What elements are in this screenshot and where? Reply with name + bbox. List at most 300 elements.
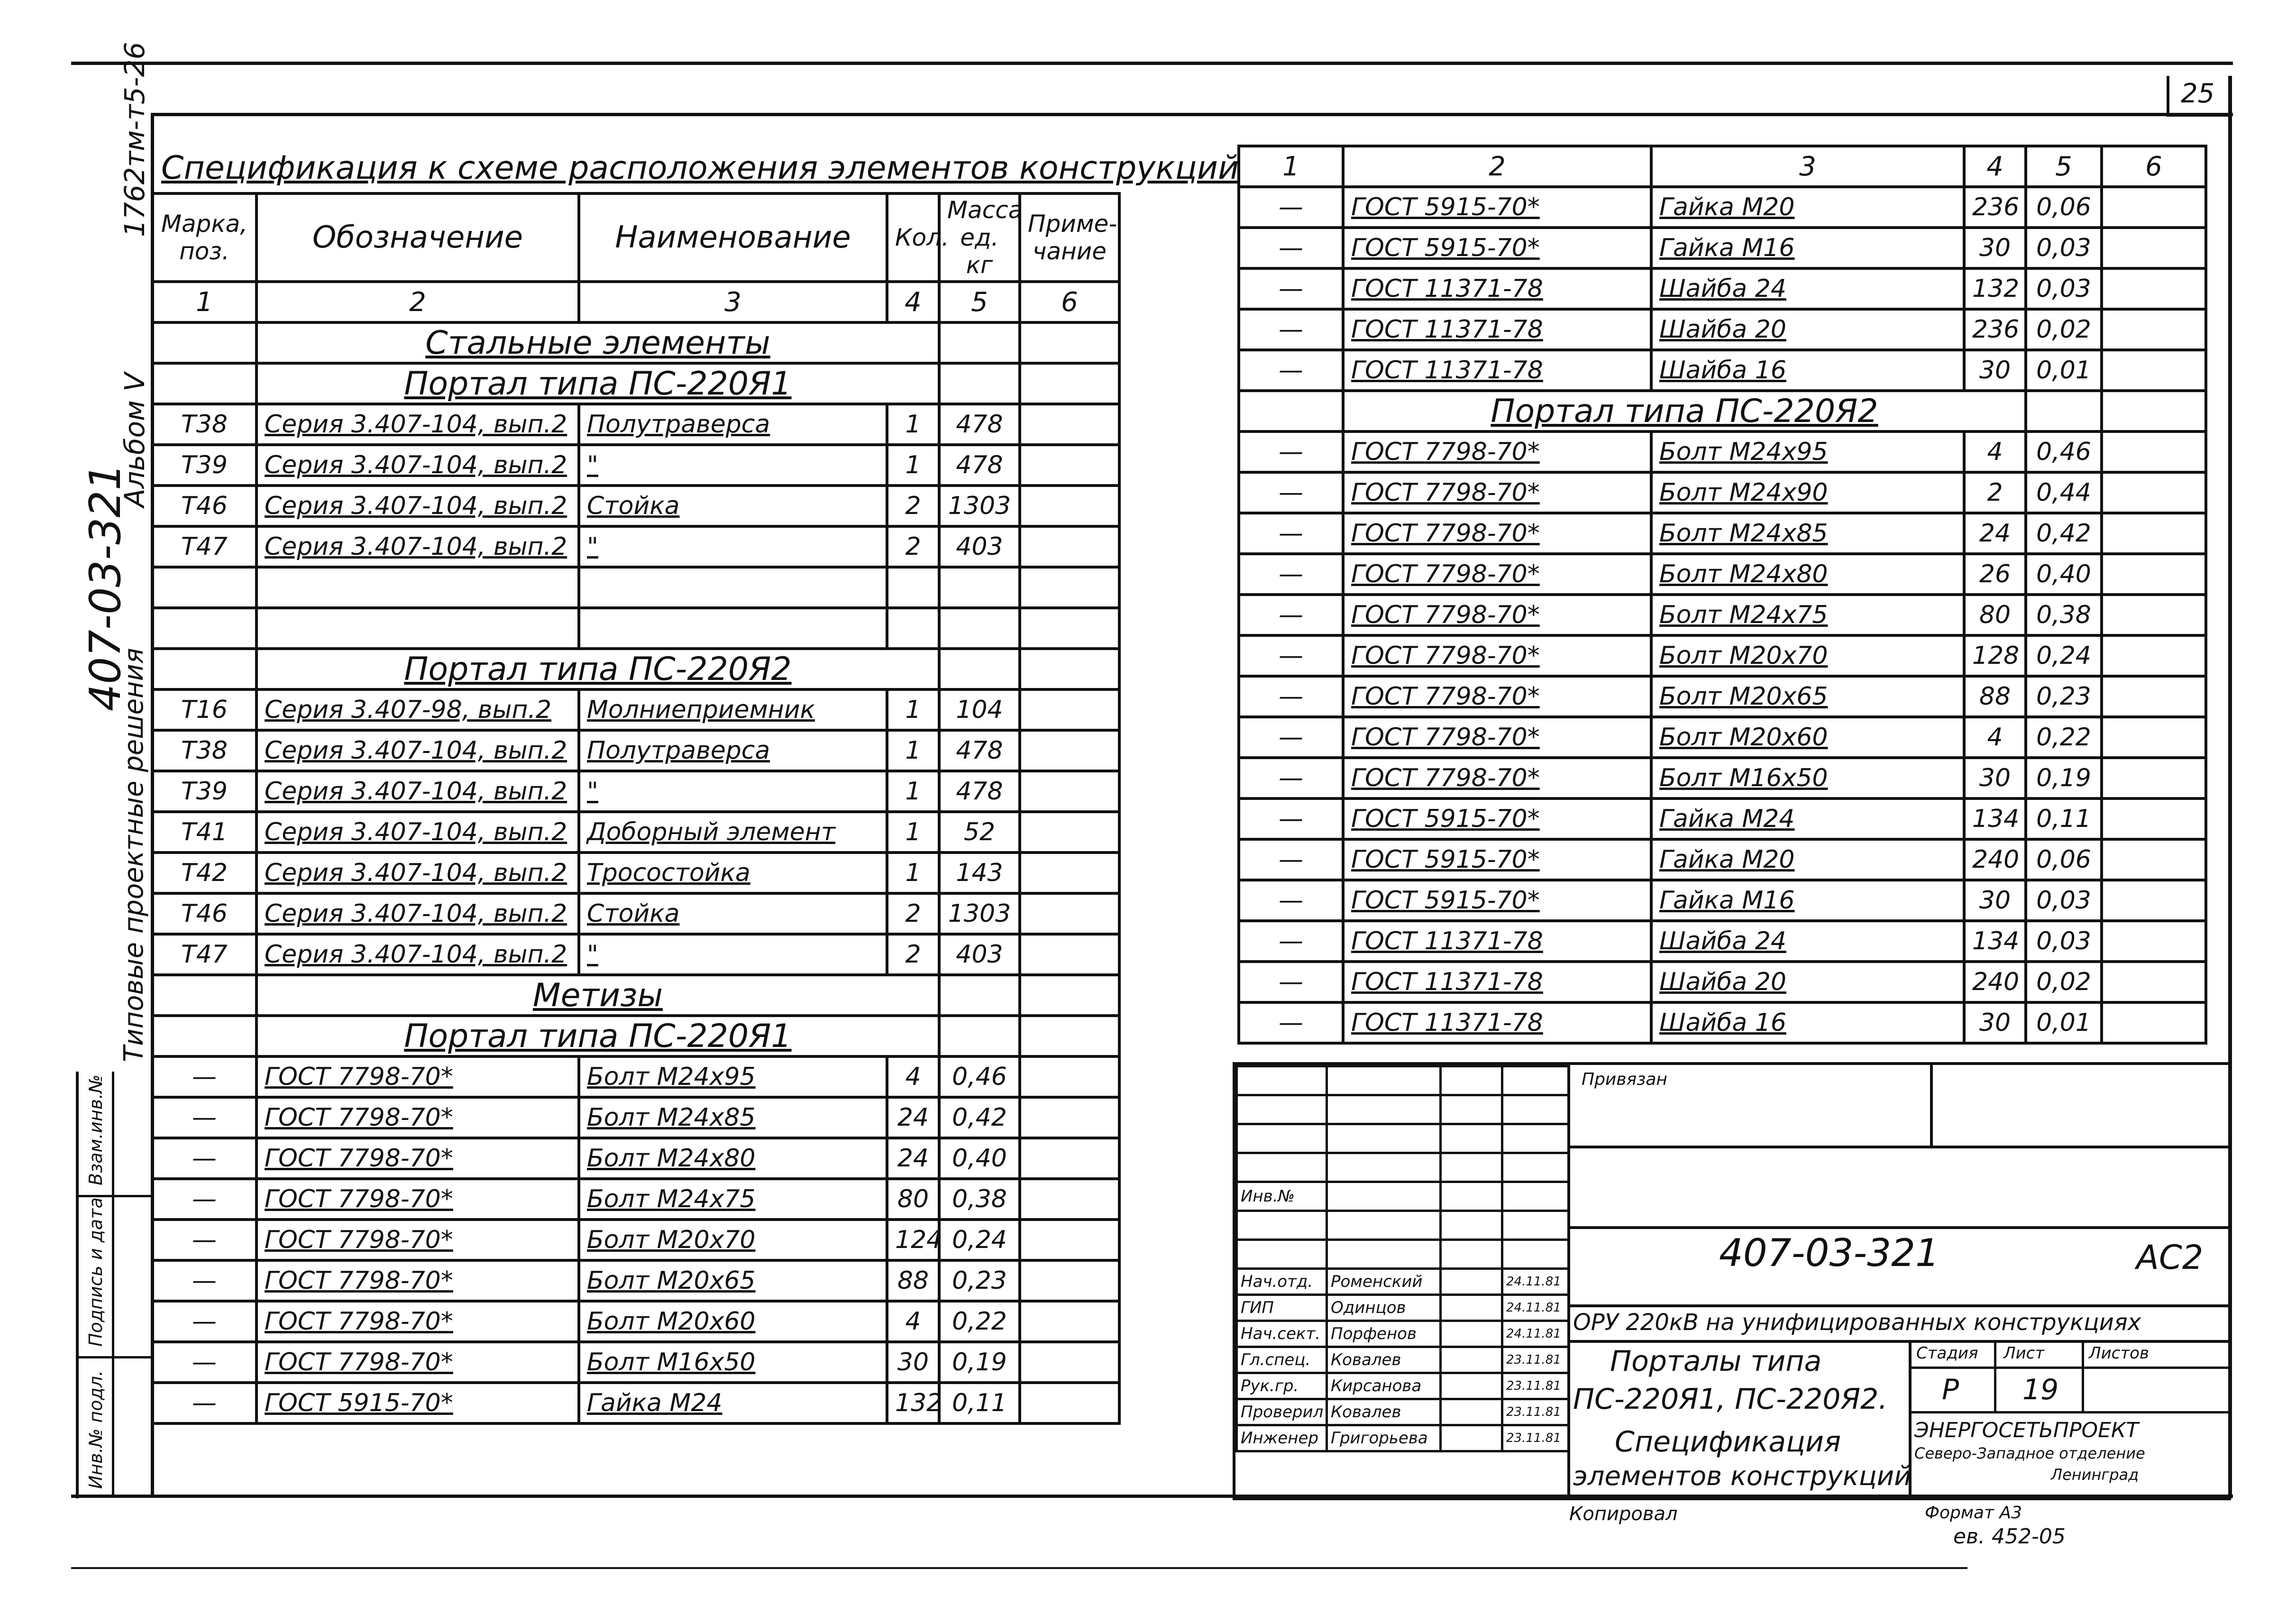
mark-cell: — bbox=[1239, 880, 1343, 921]
qty-cell: 4 bbox=[887, 1301, 939, 1342]
sheet-title-line-2: ПС-220Я1, ПС-220Я2. bbox=[1573, 1383, 1888, 1416]
table-row bbox=[1239, 472, 2206, 513]
mark-cell: — bbox=[152, 1220, 256, 1260]
designation-cell: ГОСТ 5915-70* bbox=[1343, 228, 1651, 268]
mark-cell: Т41 bbox=[152, 812, 256, 853]
qty-cell bbox=[887, 608, 939, 649]
table-row bbox=[152, 730, 1119, 771]
mark-cell: — bbox=[152, 1342, 256, 1383]
column-number: 3 bbox=[1651, 146, 1964, 187]
mark-cell: — bbox=[1239, 962, 1343, 1002]
section-row bbox=[1239, 391, 2206, 431]
staff-date: 23.11.81 bbox=[1502, 1425, 1569, 1451]
page-title: Спецификация к схеме расположения элементов конструкций bbox=[161, 149, 1239, 187]
section-blank-cell bbox=[152, 322, 256, 363]
section-blank-cell bbox=[1239, 391, 1343, 431]
table-row bbox=[1239, 921, 2206, 962]
section-row bbox=[152, 649, 1119, 689]
mass-cell: 0,01 bbox=[2026, 350, 2102, 391]
designation-cell: ГОСТ 7798-70* bbox=[1343, 595, 1651, 635]
name-cell: Болт М20х65 bbox=[579, 1260, 887, 1301]
title-block-divider bbox=[1567, 1065, 1570, 1497]
name-cell: Болт М20х70 bbox=[1651, 635, 1964, 676]
table-row bbox=[1239, 717, 2206, 758]
column-number: 1 bbox=[152, 282, 256, 322]
mass-cell: 0,24 bbox=[2026, 635, 2102, 676]
stamp-divider bbox=[112, 1072, 114, 1495]
mass-cell: 1303 bbox=[939, 486, 1020, 526]
name-cell: Болт М24х85 bbox=[1651, 513, 1964, 554]
qty-cell: 132 bbox=[887, 1383, 939, 1423]
title-block bbox=[1233, 1062, 2231, 1500]
name-cell: Шайба 16 bbox=[1651, 350, 1964, 391]
mark-cell: — bbox=[1239, 717, 1343, 758]
section-blank-cell bbox=[1020, 1016, 1119, 1056]
top-left-code: 1762тм-т5-26 bbox=[119, 42, 151, 237]
table-row bbox=[1239, 228, 2206, 268]
table-row bbox=[1239, 839, 2206, 880]
note-cell bbox=[2102, 758, 2206, 798]
designation-cell: ГОСТ 7798-70* bbox=[256, 1056, 579, 1097]
note-cell bbox=[2102, 513, 2206, 554]
qty-cell: 30 bbox=[1964, 350, 2026, 391]
table-row bbox=[152, 486, 1119, 526]
note-cell bbox=[2102, 962, 2206, 1002]
designation-cell: ГОСТ 5915-70* bbox=[1343, 798, 1651, 839]
revision-row bbox=[1237, 1095, 1569, 1124]
table-row bbox=[152, 1138, 1119, 1179]
qty-cell: 134 bbox=[1964, 798, 2026, 839]
note-cell bbox=[1020, 1179, 1119, 1220]
name-cell: Болт М20х60 bbox=[1651, 717, 1964, 758]
mass-cell: 0,40 bbox=[2026, 554, 2102, 595]
designation-cell: ГОСТ 5915-70* bbox=[256, 1383, 579, 1423]
mass-cell: 0,24 bbox=[939, 1220, 1020, 1260]
mass-cell: 403 bbox=[939, 526, 1020, 567]
note-cell bbox=[1020, 1056, 1119, 1097]
qty-cell: 30 bbox=[1964, 880, 2026, 921]
mark-cell: — bbox=[1239, 350, 1343, 391]
name-cell: Гайка М20 bbox=[1651, 187, 1964, 228]
staff-row bbox=[1237, 1373, 1569, 1399]
privyazan-label: Привязан bbox=[1582, 1070, 1667, 1089]
mark-cell: Т47 bbox=[152, 934, 256, 975]
qty-cell bbox=[887, 567, 939, 608]
mass-cell: 0,03 bbox=[2026, 880, 2102, 921]
table-row bbox=[152, 1056, 1119, 1097]
mass-cell: 0,19 bbox=[2026, 758, 2102, 798]
designation-cell: ГОСТ 7798-70* bbox=[256, 1179, 579, 1220]
table-row bbox=[152, 1220, 1119, 1260]
section-blank-cell bbox=[939, 649, 1020, 689]
stamp-label-inv: Инв.№ подл. bbox=[85, 1370, 106, 1489]
mass-cell: 0,06 bbox=[2026, 187, 2102, 228]
mark-cell: — bbox=[1239, 921, 1343, 962]
designation-cell: Серия 3.407-104, вып.2 bbox=[256, 404, 579, 445]
name-cell: Гайка М20 bbox=[1651, 839, 1964, 880]
title-block-divider bbox=[1912, 1411, 2231, 1413]
qty-cell: 134 bbox=[1964, 921, 2026, 962]
table-row bbox=[1239, 962, 2206, 1002]
column-number: 4 bbox=[1964, 146, 2026, 187]
stamp-label-replace: Взам.инв.№ bbox=[85, 1074, 106, 1185]
title-block-divider bbox=[1930, 1065, 1933, 1146]
header-cell: Приме- чание bbox=[1020, 193, 1119, 282]
mass-cell: 0,03 bbox=[2026, 268, 2102, 309]
note-cell bbox=[1020, 608, 1119, 649]
sheet-value: 19 bbox=[2022, 1373, 2059, 1406]
name-cell: Шайба 24 bbox=[1651, 268, 1964, 309]
staff-signature bbox=[1441, 1321, 1502, 1347]
sheet-title-line-4: элементов конструкций bbox=[1573, 1461, 1912, 1492]
copied-by-label: Копировал bbox=[1569, 1503, 1678, 1525]
designation-cell: ГОСТ 7798-70* bbox=[256, 1220, 579, 1260]
designation-cell: Серия 3.407-104, вып.2 bbox=[256, 853, 579, 893]
qty-cell: 30 bbox=[1964, 1002, 2026, 1043]
name-cell: Болт М24х75 bbox=[1651, 595, 1964, 635]
staff-date: 23.11.81 bbox=[1502, 1399, 1569, 1425]
top-border-line bbox=[71, 62, 2233, 65]
section-blank-cell bbox=[1020, 649, 1119, 689]
note-cell bbox=[1020, 1220, 1119, 1260]
designation-cell: ГОСТ 7798-70* bbox=[1343, 431, 1651, 472]
mark-cell: — bbox=[1239, 472, 1343, 513]
mark-cell: Т46 bbox=[152, 893, 256, 934]
name-cell: Гайка М24 bbox=[579, 1383, 887, 1423]
note-cell bbox=[1020, 730, 1119, 771]
staff-role: Нач.сект. bbox=[1237, 1321, 1327, 1347]
left-spec-table bbox=[151, 192, 1121, 1425]
staff-signature bbox=[1441, 1295, 1502, 1321]
staff-date: 24.11.81 bbox=[1502, 1295, 1569, 1321]
designation-cell: Серия 3.407-104, вып.2 bbox=[256, 526, 579, 567]
column-number: 1 bbox=[1239, 146, 1343, 187]
format-label: Формат А3 bbox=[1925, 1503, 2022, 1523]
designation-cell: ГОСТ 7798-70* bbox=[1343, 554, 1651, 595]
note-cell bbox=[2102, 676, 2206, 717]
mark-cell: Т38 bbox=[152, 404, 256, 445]
note-cell bbox=[2102, 798, 2206, 839]
mark-cell: — bbox=[1239, 635, 1343, 676]
name-cell: Полутраверса bbox=[579, 404, 887, 445]
designation-cell: Серия 3.407-104, вып.2 bbox=[256, 934, 579, 975]
staff-name: Ковалев bbox=[1327, 1399, 1441, 1425]
revision-row bbox=[1237, 1124, 1569, 1153]
staff-signature bbox=[1441, 1347, 1502, 1373]
name-cell: Шайба 16 bbox=[1651, 1002, 1964, 1043]
name-cell: Полутраверса bbox=[579, 730, 887, 771]
table-row bbox=[152, 1097, 1119, 1138]
mass-cell: 403 bbox=[939, 934, 1020, 975]
section-blank-cell bbox=[939, 322, 1020, 363]
staff-row bbox=[1237, 1269, 1569, 1295]
note-cell bbox=[2102, 595, 2206, 635]
name-cell: Шайба 20 bbox=[1651, 962, 1964, 1002]
qty-cell: 1 bbox=[887, 812, 939, 853]
designation-cell: ГОСТ 11371-78 bbox=[1343, 921, 1651, 962]
section-row bbox=[152, 975, 1119, 1016]
designation-cell: ГОСТ 11371-78 bbox=[1343, 962, 1651, 1002]
section-blank-cell bbox=[1020, 975, 1119, 1016]
mass-cell: 0,23 bbox=[939, 1260, 1020, 1301]
note-cell bbox=[2102, 554, 2206, 595]
section-title: Портал типа ПС-220Я1 bbox=[256, 1016, 939, 1056]
revision-row bbox=[1237, 1240, 1569, 1269]
table-row bbox=[152, 1383, 1119, 1423]
name-cell: Доборный элемент bbox=[579, 812, 887, 853]
table-row bbox=[152, 608, 1119, 649]
mass-cell: 0,46 bbox=[939, 1056, 1020, 1097]
staff-date: 24.11.81 bbox=[1502, 1269, 1569, 1295]
inv-label: Инв.№ bbox=[1237, 1182, 1327, 1211]
note-cell bbox=[2102, 309, 2206, 350]
frame-top-line bbox=[151, 113, 2233, 116]
mark-cell: — bbox=[152, 1056, 256, 1097]
table-row bbox=[152, 1260, 1119, 1301]
qty-cell: 88 bbox=[887, 1260, 939, 1301]
designation-cell: ГОСТ 7798-70* bbox=[1343, 513, 1651, 554]
designation-cell: ГОСТ 7798-70* bbox=[1343, 635, 1651, 676]
page-bottom-line bbox=[71, 1567, 1967, 1569]
staff-name: Одинцов bbox=[1327, 1295, 1441, 1321]
mass-cell: 0,23 bbox=[2026, 676, 2102, 717]
designation-cell: ГОСТ 11371-78 bbox=[1343, 1002, 1651, 1043]
revision-grid bbox=[1235, 1065, 1570, 1452]
name-cell: Шайба 20 bbox=[1651, 309, 1964, 350]
qty-cell: 1 bbox=[887, 404, 939, 445]
section-blank-cell bbox=[152, 649, 256, 689]
mark-cell: — bbox=[1239, 758, 1343, 798]
table-row bbox=[1239, 880, 2206, 921]
designation-cell: ГОСТ 11371-78 bbox=[1343, 268, 1651, 309]
mark-cell: — bbox=[1239, 839, 1343, 880]
section-row bbox=[152, 363, 1119, 404]
title-block-divider bbox=[1570, 1226, 2231, 1229]
table-row bbox=[1239, 309, 2206, 350]
staff-role: Инженер bbox=[1237, 1425, 1327, 1451]
designation-cell: ГОСТ 7798-70* bbox=[1343, 717, 1651, 758]
designation-cell: Серия 3.407-104, вып.2 bbox=[256, 730, 579, 771]
designation-cell: ГОСТ 7798-70* bbox=[256, 1342, 579, 1383]
staff-date: 23.11.81 bbox=[1502, 1347, 1569, 1373]
mass-cell: 0,22 bbox=[939, 1301, 1020, 1342]
column-number-row bbox=[1239, 146, 2206, 187]
mass-cell: 0,38 bbox=[939, 1179, 1020, 1220]
mass-cell: 0,22 bbox=[2026, 717, 2102, 758]
mark-cell: — bbox=[152, 1383, 256, 1423]
designation-cell: ГОСТ 7798-70* bbox=[1343, 676, 1651, 717]
mark-cell: Т46 bbox=[152, 486, 256, 526]
document-mark: АС2 bbox=[2136, 1238, 2204, 1277]
designation-cell: ГОСТ 5915-70* bbox=[1343, 839, 1651, 880]
stamp-label-sign-date: Подпись и дата bbox=[85, 1197, 106, 1347]
table-row bbox=[152, 689, 1119, 730]
designation-cell: ГОСТ 5915-70* bbox=[1343, 187, 1651, 228]
mass-cell: 1303 bbox=[939, 893, 1020, 934]
name-cell: " bbox=[579, 445, 887, 486]
sheets-label: Листов bbox=[2089, 1344, 2150, 1363]
name-cell: Болт М24х80 bbox=[1651, 554, 1964, 595]
mass-cell: 0,40 bbox=[939, 1138, 1020, 1179]
name-cell bbox=[579, 567, 887, 608]
table-row bbox=[152, 771, 1119, 812]
stage-value: Р bbox=[1942, 1373, 1959, 1406]
table-row bbox=[152, 934, 1119, 975]
staff-row bbox=[1237, 1321, 1569, 1347]
staff-role: ГИП bbox=[1237, 1295, 1327, 1321]
mark-cell: Т39 bbox=[152, 771, 256, 812]
table-header-row bbox=[152, 193, 1119, 282]
note-cell bbox=[2102, 268, 2206, 309]
mark-cell: — bbox=[1239, 676, 1343, 717]
section-title: Портал типа ПС-220Я1 bbox=[256, 363, 939, 404]
note-cell bbox=[2102, 350, 2206, 391]
staff-signature bbox=[1441, 1425, 1502, 1451]
mass-cell: 143 bbox=[939, 853, 1020, 893]
staff-row bbox=[1237, 1399, 1569, 1425]
qty-cell: 1 bbox=[887, 853, 939, 893]
staff-role: Проверил bbox=[1237, 1399, 1327, 1425]
staff-name: Ковалев bbox=[1327, 1347, 1441, 1373]
name-cell: " bbox=[579, 526, 887, 567]
note-cell bbox=[2102, 635, 2206, 676]
table-row bbox=[152, 445, 1119, 486]
mass-cell: 0,46 bbox=[2026, 431, 2102, 472]
mark-cell: — bbox=[1239, 228, 1343, 268]
sheet-number: 25 bbox=[2181, 78, 2215, 109]
note-cell bbox=[1020, 445, 1119, 486]
mark-cell: Т16 bbox=[152, 689, 256, 730]
title-block-divider bbox=[1912, 1367, 2231, 1369]
sheet-label: Лист bbox=[2003, 1344, 2045, 1363]
bottom-code: ев. 452-05 bbox=[1953, 1524, 2066, 1549]
staff-name: Кирсанова bbox=[1327, 1373, 1441, 1399]
name-cell: Болт М24х95 bbox=[1651, 431, 1964, 472]
mass-cell: 104 bbox=[939, 689, 1020, 730]
mark-cell: — bbox=[1239, 798, 1343, 839]
note-cell bbox=[2102, 1002, 2206, 1043]
mass-cell bbox=[939, 567, 1020, 608]
section-title: Метизы bbox=[256, 975, 939, 1016]
mark-cell: — bbox=[152, 1179, 256, 1220]
name-cell: Болт М16х50 bbox=[1651, 758, 1964, 798]
section-title: Портал типа ПС-220Я2 bbox=[256, 649, 939, 689]
mark-cell bbox=[152, 567, 256, 608]
mass-cell: 478 bbox=[939, 445, 1020, 486]
note-cell bbox=[2102, 839, 2206, 880]
qty-cell: 26 bbox=[1964, 554, 2026, 595]
mass-cell: 0,19 bbox=[939, 1342, 1020, 1383]
column-number: 3 bbox=[579, 282, 887, 322]
table-row bbox=[1239, 676, 2206, 717]
name-cell: Гайка М16 bbox=[1651, 880, 1964, 921]
note-cell bbox=[2102, 228, 2206, 268]
sheet-title-line-1: Порталы типа bbox=[1610, 1345, 1822, 1378]
note-cell bbox=[2102, 187, 2206, 228]
qty-cell: 80 bbox=[1964, 595, 2026, 635]
staff-role: Нач.отд. bbox=[1237, 1269, 1327, 1295]
qty-cell: 24 bbox=[887, 1097, 939, 1138]
revision-row bbox=[1237, 1153, 1569, 1182]
mark-cell: — bbox=[152, 1097, 256, 1138]
mass-cell: 0,44 bbox=[2026, 472, 2102, 513]
qty-cell: 2 bbox=[1964, 472, 2026, 513]
staff-row bbox=[1237, 1295, 1569, 1321]
mass-cell: 0,02 bbox=[2026, 962, 2102, 1002]
staff-name: Роменский bbox=[1327, 1269, 1441, 1295]
mass-cell: 0,38 bbox=[2026, 595, 2102, 635]
title-block-divider bbox=[1994, 1340, 1996, 1411]
qty-cell: 1 bbox=[887, 771, 939, 812]
section-title: Стальные элементы bbox=[256, 322, 939, 363]
name-cell: Шайба 24 bbox=[1651, 921, 1964, 962]
designation-cell: Серия 3.407-104, вып.2 bbox=[256, 893, 579, 934]
section-blank-cell bbox=[2026, 391, 2102, 431]
name-cell: Болт М24х90 bbox=[1651, 472, 1964, 513]
album-label: Альбом V bbox=[119, 372, 151, 507]
mass-cell: 478 bbox=[939, 404, 1020, 445]
header-cell: Кол. bbox=[887, 193, 939, 282]
qty-cell: 4 bbox=[1964, 431, 2026, 472]
note-cell bbox=[1020, 1383, 1119, 1423]
organization-name: ЭНЕРГОСЕТЬПРОЕКТ bbox=[1914, 1418, 2139, 1442]
mass-cell: 0,02 bbox=[2026, 309, 2102, 350]
note-cell bbox=[1020, 893, 1119, 934]
document-code: 407-03-321 bbox=[1719, 1231, 1939, 1275]
mark-cell: — bbox=[1239, 187, 1343, 228]
qty-cell: 240 bbox=[1964, 962, 2026, 1002]
name-cell: Стойка bbox=[579, 486, 887, 526]
table-row bbox=[152, 893, 1119, 934]
name-cell: Болт М24х95 bbox=[579, 1056, 887, 1097]
organization-branch: Северо-Западное отделение bbox=[1914, 1444, 2145, 1462]
staff-date: 23.11.81 bbox=[1502, 1373, 1569, 1399]
title-block-divider bbox=[2082, 1340, 2084, 1411]
column-number: 5 bbox=[939, 282, 1020, 322]
staff-name: Григорьева bbox=[1327, 1425, 1441, 1451]
table-row bbox=[1239, 350, 2206, 391]
note-cell bbox=[1020, 771, 1119, 812]
designation-cell: ГОСТ 5915-70* bbox=[1343, 880, 1651, 921]
table-row bbox=[1239, 554, 2206, 595]
designation-cell: ГОСТ 11371-78 bbox=[1343, 350, 1651, 391]
section-title: Портал типа ПС-220Я2 bbox=[1343, 391, 2026, 431]
mark-cell: — bbox=[152, 1301, 256, 1342]
table-row bbox=[1239, 1002, 2206, 1043]
name-cell: Болт М24х75 bbox=[579, 1179, 887, 1220]
mass-cell bbox=[939, 608, 1020, 649]
header-cell: Марка, поз. bbox=[152, 193, 256, 282]
name-cell: Болт М20х60 bbox=[579, 1301, 887, 1342]
note-cell bbox=[2102, 921, 2206, 962]
qty-cell: 24 bbox=[1964, 513, 2026, 554]
stamp-divider bbox=[79, 1356, 151, 1358]
note-cell bbox=[2102, 472, 2206, 513]
mass-cell: 478 bbox=[939, 771, 1020, 812]
name-cell: Болт М16х50 bbox=[579, 1342, 887, 1383]
qty-cell: 1 bbox=[887, 689, 939, 730]
qty-cell: 24 bbox=[887, 1138, 939, 1179]
designation-cell bbox=[256, 608, 579, 649]
inv-row bbox=[1237, 1182, 1569, 1211]
table-row bbox=[1239, 635, 2206, 676]
qty-cell: 236 bbox=[1964, 309, 2026, 350]
title-block-divider bbox=[1570, 1146, 2231, 1148]
staff-role: Гл.спец. bbox=[1237, 1347, 1327, 1373]
qty-cell: 1 bbox=[887, 445, 939, 486]
section-blank-cell bbox=[939, 975, 1020, 1016]
staff-name: Порфенов bbox=[1327, 1321, 1441, 1347]
